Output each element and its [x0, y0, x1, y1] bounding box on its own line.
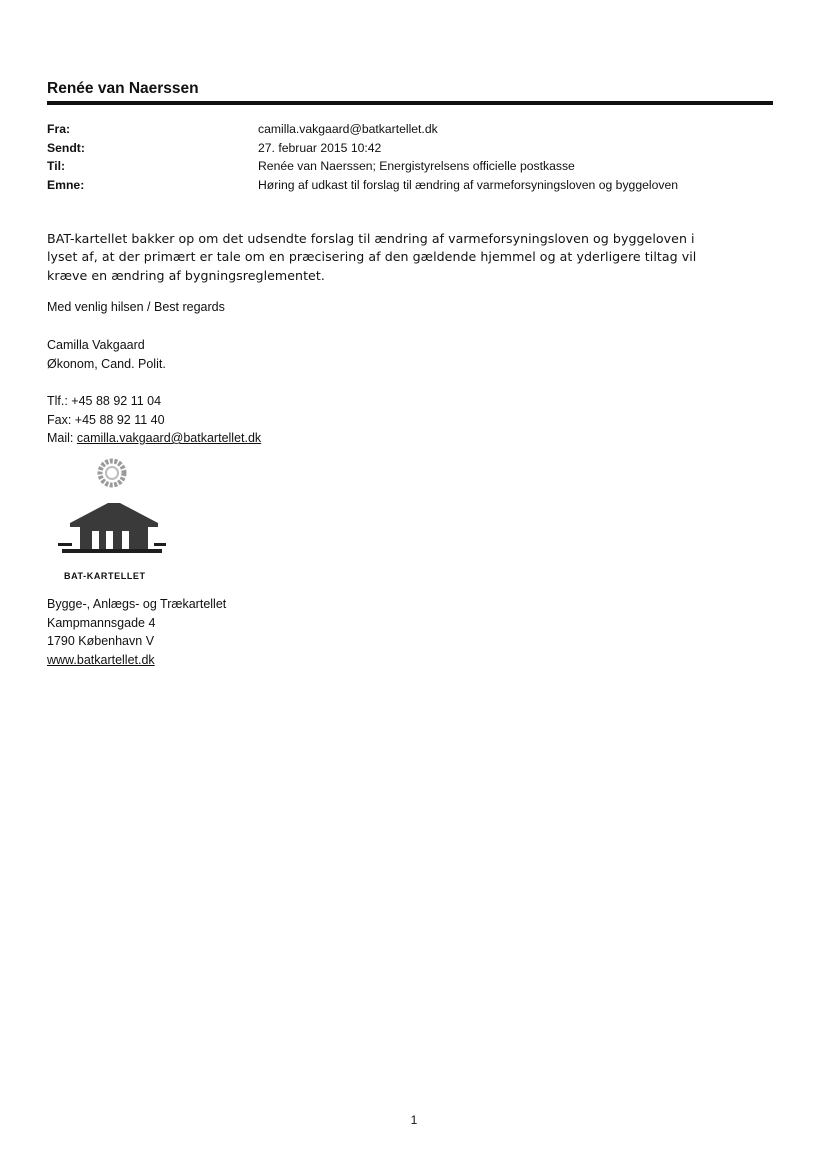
- website-link[interactable]: www.batkartellet.dk: [47, 652, 155, 667]
- field-label: Sendt:: [47, 140, 85, 155]
- organization-address: [47, 595, 226, 669]
- signature-name: Camilla Vakgaard: [47, 338, 145, 352]
- email-body: [47, 230, 772, 285]
- logo-house-icon: [58, 455, 178, 575]
- signature-contact-block: [47, 392, 261, 448]
- field-subject: [47, 176, 787, 195]
- body-line: lyset af, at der primært er tale om en præcisering af den gældende hjemmel og at yderligere tiltag vil: [47, 249, 697, 265]
- field-sent: [47, 139, 787, 158]
- logo-caption: BAT-KARTELLET: [64, 571, 146, 581]
- page-number: 1: [410, 1113, 418, 1127]
- signature-phone: Tlf.: +45 88 92 11 04: [47, 394, 162, 408]
- mail-label: Mail:: [47, 431, 77, 445]
- field-label: Til:: [47, 159, 66, 173]
- body-line: BAT-kartellet bakker op om det udsendte forslag til ændring af varmeforsyningsloven og byggeloven i: [47, 231, 695, 246]
- bat-kartellet-logo: [58, 455, 178, 585]
- email-header-fields: [47, 120, 787, 194]
- org-city: 1790 København V: [47, 634, 155, 648]
- org-street: Kampmannsgade 4: [47, 615, 156, 630]
- field-to: [47, 157, 787, 176]
- field-value: Renée van Naerssen; Energistyrelsens officielle postkasse: [258, 159, 575, 173]
- field-label: Emne:: [47, 177, 85, 192]
- signature-mail: [47, 429, 261, 448]
- field-from: [47, 120, 787, 139]
- org-name: Bygge-, Anlægs- og Trækartellet: [47, 597, 227, 611]
- header-divider: [47, 101, 773, 105]
- field-label: Fra:: [47, 122, 71, 136]
- greeting: Med venlig hilsen / Best regards: [47, 300, 225, 314]
- signature-fax: Fax: +45 88 92 11 40: [47, 412, 165, 427]
- signature-title: Økonom, Cand. Polit.: [47, 356, 166, 371]
- field-value: camilla.vakgaard@batkartellet.dk: [258, 122, 438, 136]
- mail-link[interactable]: camilla.vakgaard@batkartellet.dk: [76, 431, 262, 445]
- signature-name-block: [47, 336, 166, 373]
- field-value: 27. februar 2015 10:42: [258, 140, 382, 155]
- body-line: kræve en ændring af bygningsreglementet.: [47, 267, 325, 283]
- field-value: Høring af udkast til forslag til ændring af varmeforsyningsloven og byggeloven: [258, 177, 679, 192]
- mailbox-owner-name: Renée van Naerssen: [47, 80, 199, 97]
